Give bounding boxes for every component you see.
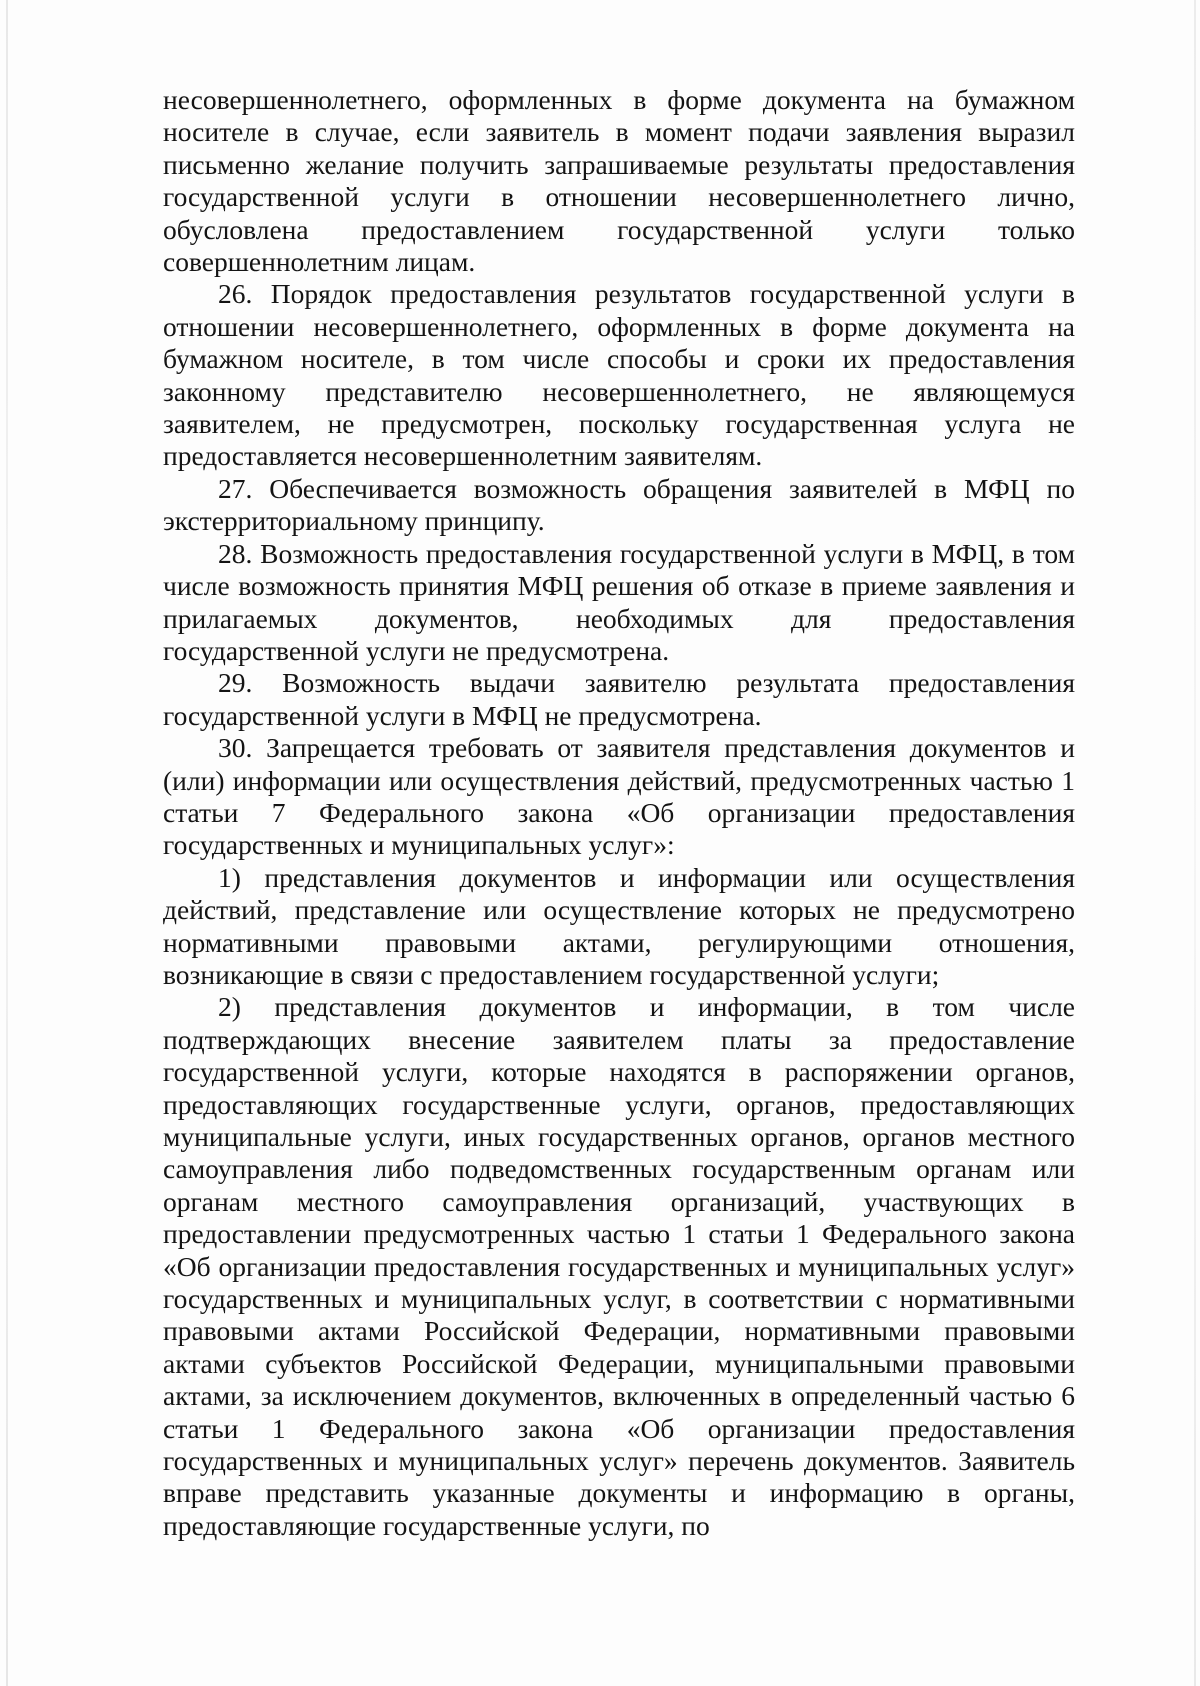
document-body (163, 84, 1075, 1542)
paragraph-29: 29. Возможность выдачи заявителю результата предоставления государственной услуги в МФЦ не предусмотрена. (163, 667, 1075, 731)
list-item-1: 1) представления документов и информации или осуществления действий, представление или осуществление которых не предусмотрено нормативными правовыми актами, регулирующими отношения, возникающие в связи с предоставлением государственной услуги; (163, 861, 1075, 990)
paragraph-continuation: несовершеннолетнего, оформленных в форме документа на бумажном носителе в случае, если заявитель в момент подачи заявления выразил письменно желание получить запрашиваемые результаты предоставления государственной услуги в отношении несовершеннолетнего лично, обусловлена предоставлением государственной услуги только совершеннолетним лицам. (163, 84, 1075, 278)
scan-edge-right (1194, 0, 1196, 1686)
scan-edge-left (6, 0, 8, 1686)
list-item-2: 2) представления документов и информации, в том числе подтверждающих внесение заявителем платы за предоставление государственной услуги, которые находятся в распоряжении органов, предоставляющих государственные услуги, органов, предоставляющих муниципальные услуги, иных государственных органов, органов местного самоуправления либо подведомственных государственным органам или органам местного самоуправления организаций, участвующих в предоставлении предусмотренных частью 1 статьи 1 Федерального закона «Об организации предоставления государственных и муниципальных услуг» государственных и муниципальных услуг, в соответствии с нормативными правовыми актами Российской Федерации, нормативными правовыми актами субъектов Российской Федерации, муниципальными правовыми актами, за исключением документов, включенных в определенный частью 6 статьи 1 Федерального закона «Об организации предоставления государственных и муниципальных услуг» перечень документов. Заявитель вправе представить указанные документы и информацию в органы, предоставляющие государственные услуги, по (163, 991, 1075, 1541)
paragraph-28: 28. Возможность предоставления государственной услуги в МФЦ, в том числе возможность принятия МФЦ решения об отказе в приеме заявления и прилагаемых документов, необходимых для предоставления государственной услуги не предусмотрена. (163, 537, 1075, 666)
paragraph-30: 30. Запрещается требовать от заявителя представления документов и (или) информации или осуществления действий, предусмотренных частью 1 статьи 7 Федерального закона «Об организации предоставления государственных и муниципальных услуг»: (163, 732, 1075, 861)
paragraph-27: 27. Обеспечивается возможность обращения заявителей в МФЦ по экстерриториальному принципу. (163, 472, 1075, 537)
paragraph-26: 26. Порядок предоставления результатов государственной услуги в отношении несовершеннолетнего, оформленных в форме документа на бумажном носителе, в том числе способы и сроки их предоставления законному представителю несовершеннолетнего, не являющемуся заявителем, не предусмотрен, поскольку государственная услуга не предоставляется несовершеннолетним заявителям. (163, 278, 1075, 472)
